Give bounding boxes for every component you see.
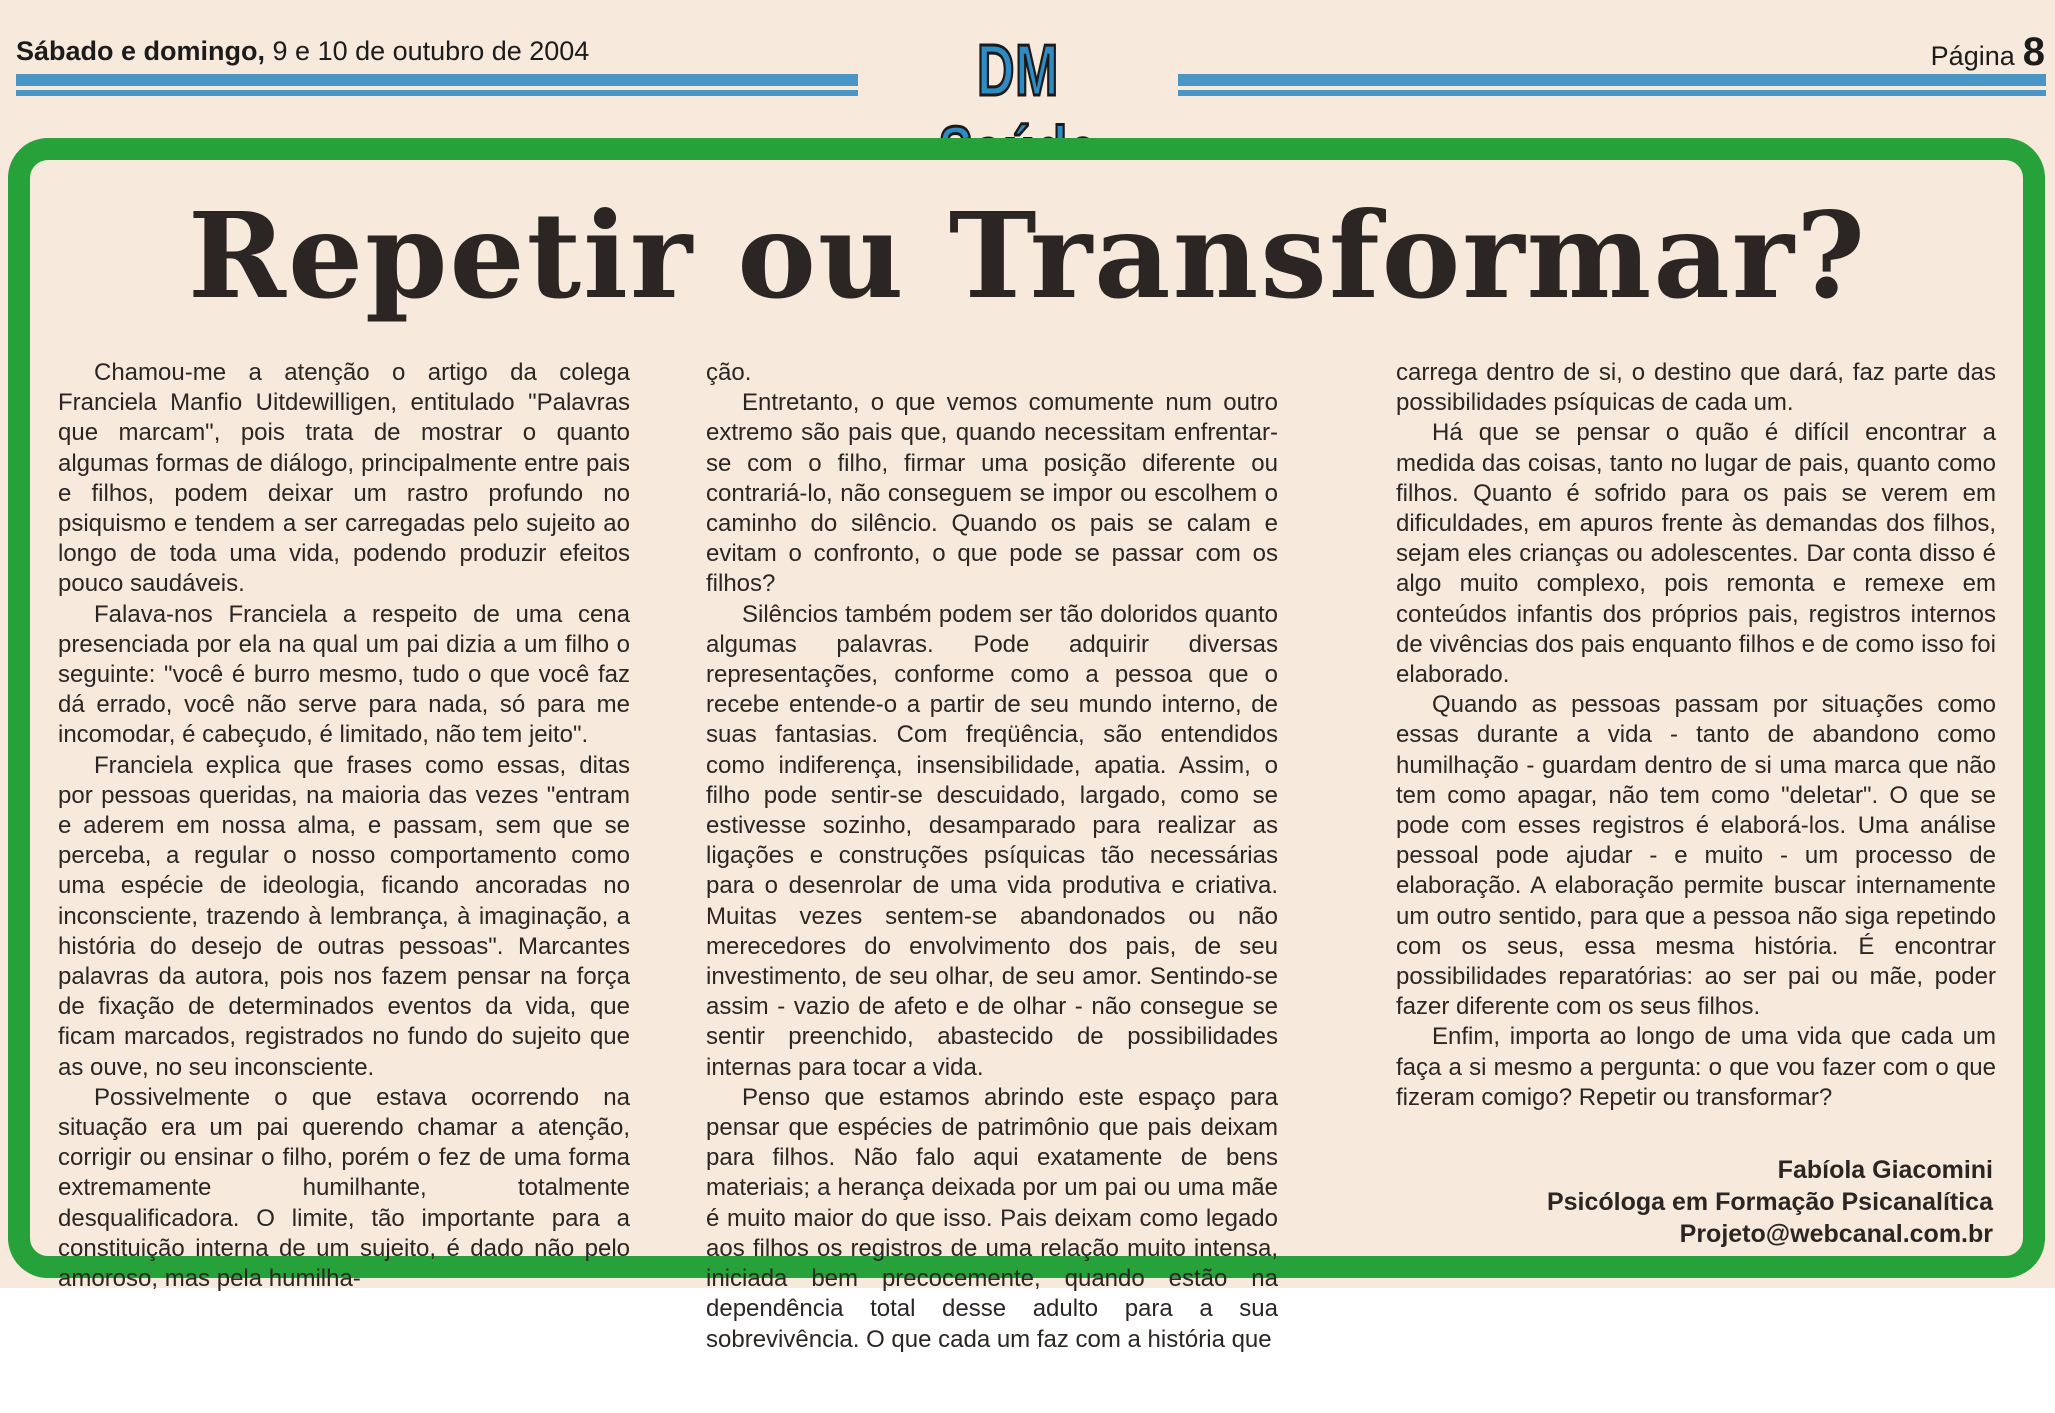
issue-date: Sábado e domingo, 9 e 10 de outubro de 2004 xyxy=(16,36,590,66)
paragraph: Penso que estamos abrindo este espaço para pensar que espécies de patrimônio que pais deixam para filhos. Não falo aqui exatamente de bens materiais; a herança deixada por um pai ou uma mãe é muito maior do que isso. Pais deixam como legado aos filhos os registros de uma relação muito intensa, iniciada bem precocemente, quando estão na dependência total desse adulto para a sua sobrevivência. O que cada um faz com a história que xyxy=(706,1083,1278,1353)
section-masthead xyxy=(858,30,1178,112)
article-column-1 xyxy=(58,358,630,1294)
page-number: 8 xyxy=(2022,30,2045,74)
article-headline: Repetir ou Transformar? xyxy=(187,186,1868,325)
paragraph: Silêncios também podem ser tão doloridos quanto algumas palavras. Pode adquirir diversas representações, conforme como a pessoa que o recebe entende-o a partir de seu mundo interno, de suas fantasias. Com freqüência, são entendidos como indiferença, insensibilidade, apatia. Assim, o filho pode sentir-se descuidado, largado, como se estivesse sozinho, desamparado para realizar as ligações e construções psíquicas tão necessárias para o desenrolar de uma vida produtiva e criativa. Muitas vezes sentem-se abandonados ou não merecedores do envolvimento dos pais, de seu investimento, de seu olhar, de seu amor. Sentindo-se assim - vazio de afeto e de olhar - não consegue se sentir preenchido, abastecido de possibilidades internas para tocar a vida. xyxy=(706,600,1278,1081)
paragraph: Chamou-me a atenção o artigo da colega Franciela Manfio Uitdewilligen, entitulado "Palavras que marcam", pois trata de mostrar o quanto algumas formas de diálogo, principalmente entre pais e filhos, podem deixar um rastro profundo no psiquismo e tendem a ser carregadas pelo sujeito ao longo de toda uma vida, podendo produzir efeitos pouco saudáveis. xyxy=(58,359,630,598)
paragraph: Entretanto, o que vemos comumente num outro extremo são pais que, quando necessitam enfrentar-se com o filho, firmar uma posição diferente ou contrariá-lo, não conseguem se impor ou escolhem o caminho do silêncio. Quando os pais se calam e evitam o confronto, o que pode se passar com os filhos? xyxy=(706,389,1278,598)
paragraph-continued: ção. xyxy=(706,359,752,386)
page-indicator xyxy=(1931,30,2045,75)
paragraph: Falava-nos Franciela a respeito de uma cena presenciada por ela na qual um pai dizia a um filho o seguinte: "você é burro mesmo, tudo o que você faz dá errado, você não serve para nada, só para me incomodar, é cabeçudo, é limitado, não tem jeito". xyxy=(58,600,630,749)
paragraph: Franciela explica que frases como essas, ditas por pessoas queridas, na maioria das vezes "entram e aderem em nossa alma, e passam, sem que se perceba, a regular o nosso comportamento como uma espécie de ideologia, ficando ancoradas no inconsciente, trazendo à lembrança, à imaginação, a história do desejo de outras pessoas". Marcantes palavras da autora, pois nos fazem pensar na força de fixação de determinados eventos da vida, que ficam marcados, registrados no fundo do sujeito que as ouve, no seu inconsciente. xyxy=(58,751,630,1081)
author-signature xyxy=(1547,1154,1993,1250)
author-email: Projeto@webcanal.com.br xyxy=(1679,1220,1993,1248)
paragraph: Enfim, importa ao longo de uma vida que cada um faça a si mesmo a pergunta: o que vou fazer com o que fizeram comigo? Repetir ou transformar? xyxy=(1396,1023,1996,1111)
section-title: DM xyxy=(976,31,1060,111)
article-column-2 xyxy=(706,358,1278,1355)
paragraph: Quando as pessoas passam por situações como essas durante a vida - tanto de abandono como humilhação - guardam dentro de si uma marca que não tem como apagar, não tem como "deletar". O que se pode com esses registros é elaborá-los. Uma análise pessoal pode ajudar - e muito - um processo de elaboração. A elaboração permite buscar internamente um outro sentido, para que a pessoa não siga repetindo com os seus, essa mesma história. É encontrar possibilidades reparatórias: ao ser pai ou mãe, poder fazer diferente com os seus filhos. xyxy=(1396,691,1996,1021)
paragraph: Possivelmente o que estava ocorrendo na situação era um pai querendo chamar a atenção, corrigir ou ensinar o filho, porém o fez de uma forma extremamente humilhante, totalmente desqualificadora. O limite, tão importante para a constituição interna de um sujeito, é dado não pelo amoroso, mas pela humilha- xyxy=(58,1083,630,1293)
author-name: Fabíola Giacomini xyxy=(1777,1156,1993,1184)
article-column-3 xyxy=(1396,358,1996,1113)
paragraph-continued: carrega dentro de si, o destino que dará, faz parte das possibilidades psíquicas de cada um. xyxy=(1396,359,1996,417)
author-title: Psicóloga em Formação Psicanalítica xyxy=(1546,1188,1993,1216)
paragraph: Há que se pensar o quão é difícil encontrar a medida das coisas, tanto no lugar de pais, quanto como filhos. Quanto é sofrido para os pais se verem em dificuldades, em apuros frente às demandas dos filhos, sejam eles crianças ou adolescentes. Dar conta disso é algo muito complexo, pois remonta e remexe em conteúdos infantis dos próprios pais, registros internos de vivências dos pais enquanto filhos e de como isso foi elaborado. xyxy=(1396,419,1996,689)
page-label: Página xyxy=(1930,41,2015,71)
